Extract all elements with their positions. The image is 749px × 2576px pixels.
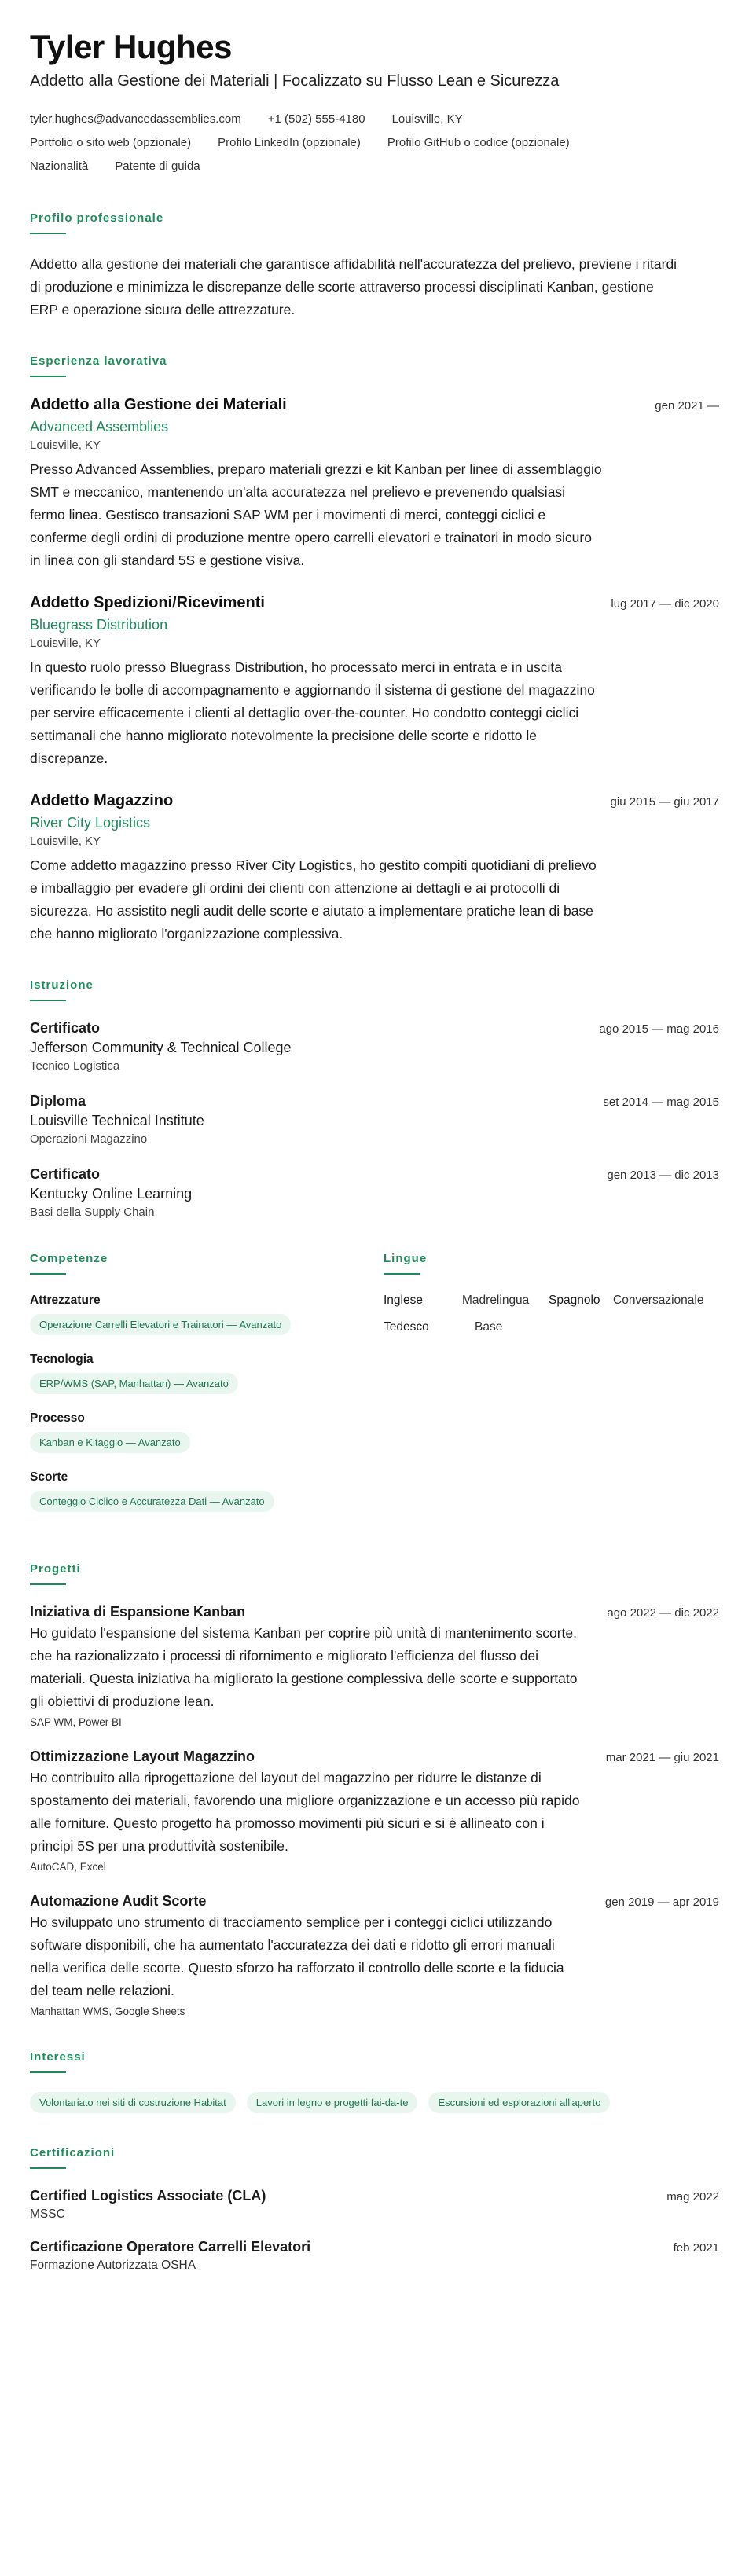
job-description: Presso Advanced Assemblies, preparo materiali grezzi e kit Kanban per linee di assemblaggio SMT e meccanico, mantenendo un'alta accuratezza nel prelievo e prevenendo qualsiasi fermo linea. Gestisco transazioni SAP WM per i movimenti di merci, conteggi ciclici e conferme degli ordini di produzione mentre opero carrelli elevatori e trainatori in modo sicuro in linea con gli standard 5S e gestione visiva. <box>30 461 602 568</box>
interests-list <box>30 2092 719 2113</box>
education-entry <box>30 1166 719 1219</box>
edu-field: Operazioni Magazzino <box>30 1132 148 1146</box>
projects-section <box>30 1562 719 2017</box>
job-entry <box>30 396 719 572</box>
job-date: gen 2021 — <box>655 399 719 413</box>
headline: Addetto alla Gestione dei Materiali | Focalizzato su Flusso Lean e Sicurezza <box>30 72 560 90</box>
section-divider <box>384 1273 420 1275</box>
job-title: Addetto Spedizioni/Ricevimenti <box>30 594 265 611</box>
skill-group <box>30 1294 384 1335</box>
project-tools: AutoCAD, Excel <box>30 1861 106 1873</box>
skill-chip: Kanban e Kitaggio — Avanzato <box>30 1432 190 1453</box>
contact-row <box>30 155 719 178</box>
languages-section <box>384 1252 719 1529</box>
skill-category: Tecnologia <box>30 1352 94 1366</box>
contact-info <box>30 108 719 178</box>
skill-category: Processo <box>30 1411 85 1425</box>
skill-chip: ERP/WMS (SAP, Manhattan) — Avanzato <box>30 1373 238 1394</box>
skill-category: Scorte <box>30 1470 68 1484</box>
job-entry <box>30 792 719 945</box>
contact-row <box>30 108 719 131</box>
skill-chip: Conteggio Ciclico e Accuratezza Dati — Avanzato <box>30 1491 274 1512</box>
interest-chip: Volontariato nei siti di costruzione Habitat <box>30 2092 236 2113</box>
skills-languages-row <box>30 1252 719 1529</box>
project-title: Ottimizzazione Layout Magazzino <box>30 1749 255 1764</box>
language-row <box>384 1294 719 1308</box>
section-divider <box>30 1273 66 1275</box>
language-row <box>384 1320 719 1334</box>
section-title: Competenze <box>30 1252 108 1265</box>
project-date: ago 2022 — dic 2022 <box>607 1606 719 1620</box>
section-title: Istruzione <box>30 978 94 992</box>
job-location: Louisville, KY <box>30 439 101 452</box>
edu-school: Jefferson Community & Technical College <box>30 1040 292 1055</box>
job-entry <box>30 594 719 770</box>
email-link[interactable]: tyler.hughes@advancedassemblies.com <box>30 112 241 126</box>
certification-entry <box>30 2239 719 2273</box>
skill-group <box>30 1411 384 1453</box>
language-level: Conversazionale <box>613 1294 704 1307</box>
certifications-section <box>30 2146 719 2273</box>
section-divider <box>30 1583 66 1585</box>
education-entry <box>30 1093 719 1146</box>
job-title: Addetto alla Gestione dei Materiali <box>30 396 287 413</box>
interest-chip: Escursioni ed esplorazioni all'aperto <box>428 2092 610 2113</box>
interests-section <box>30 2050 719 2113</box>
job-date: lug 2017 — dic 2020 <box>611 597 719 611</box>
contact-row <box>30 131 719 155</box>
section-title: Progetti <box>30 1562 81 1576</box>
phone-number[interactable]: +1 (502) 555-4180 <box>267 112 365 126</box>
summary-text: Addetto alla gestione dei materiali che garantisce affidabilità nell'accuratezza del prelievo, previene i ritardi di produzione e minimizza le discrepanze delle scorte attraverso processi disciplinati Kanban, gestione ERP e operazione sicura delle attrezzature. <box>30 256 677 317</box>
language-name: Spagnolo <box>549 1294 600 1307</box>
certification-entry <box>30 2188 719 2222</box>
driving-license: Patente di guida <box>115 160 200 173</box>
certification-name: Certified Logistics Associate (CLA) <box>30 2188 266 2204</box>
project-description: Ho sviluppato uno strumento di tracciamento semplice per i conteggi ciclici utilizzando software disponibili, che ha aumentato l'accuratezza dei dati e ridotto gli errori manuali nella verifica delle scorte. Questo sforzo ha rafforzato il controllo delle scorte e la fiducia del team nelle relazioni. <box>30 1914 564 1998</box>
section-divider <box>30 2071 66 2073</box>
edu-date: gen 2013 — dic 2013 <box>607 1169 719 1182</box>
project-date: gen 2019 — apr 2019 <box>604 1895 719 1909</box>
summary-section <box>30 211 719 321</box>
section-divider <box>30 233 66 234</box>
section-title: Certificazioni <box>30 2146 116 2160</box>
certification-issuer: MSSC <box>30 2207 65 2221</box>
project-entry <box>30 1749 719 1873</box>
section-divider <box>30 376 66 377</box>
linkedin-link[interactable]: Profilo LinkedIn (opzionale) <box>218 136 361 149</box>
project-title: Automazione Audit Scorte <box>30 1893 207 1909</box>
certification-issuer: Formazione Autorizzata OSHA <box>30 2259 196 2272</box>
skill-group <box>30 1470 384 1512</box>
edu-school: Kentucky Online Learning <box>30 1186 193 1202</box>
candidate-name: Tyler Hughes <box>30 28 232 65</box>
project-entry <box>30 1604 719 1728</box>
edu-date: ago 2015 — mag 2016 <box>599 1022 719 1036</box>
nationality: Nazionalità <box>30 160 89 173</box>
interest-chip: Lavori in legno e progetti fai-da-te <box>247 2092 418 2113</box>
edu-field: Tecnico Logistica <box>30 1059 120 1073</box>
certification-date: mag 2022 <box>666 2190 719 2204</box>
edu-field: Basi della Supply Chain <box>30 1205 155 1219</box>
edu-degree: Certificato <box>30 1020 101 1036</box>
job-date: giu 2015 — giu 2017 <box>610 795 719 809</box>
project-tools: Manhattan WMS, Google Sheets <box>30 2005 185 2017</box>
job-description: In questo ruolo presso Bluegrass Distribution, ho processato merci in entrata e in uscita verificando le bolle di accompagnamento e aggiornando il sistema di gestione del magazzino per servire efficacemente i clienti al dettaglio over-the-counter. Ho condotto conteggi ciclici settimanali che hanno migliorato notevolmente la precisione delle scorte e ridotto le discrepanze. <box>30 659 595 766</box>
edu-degree: Diploma <box>30 1093 86 1109</box>
job-description: Come addetto magazzino presso River City Logistics, ho gestito compiti quotidiani di prelievo e imballaggio per evadere gli ordini dei clienti con attenzione ai dettagli e ai protocolli di sicurezza. Ho assistito negli audit delle scorte e aiutato a implementare pratiche lean di base che hanno migliorato l'organizzazione complessiva. <box>30 857 597 941</box>
job-company: Advanced Assemblies <box>30 419 169 435</box>
project-tools: SAP WM, Power BI <box>30 1716 122 1728</box>
project-description: Ho contribuito alla riprogettazione del layout del magazzino per ridurre le distanze di spostamento dei materiali, favorendo una migliore organizzazione e un accesso più rapido alle forniture. Questo progetto ha promosso movimenti più sicuri e si è allineato con i principi 5S per una produttività sostenibile. <box>30 1770 580 1854</box>
language-name: Inglese <box>384 1294 423 1307</box>
github-link[interactable]: Profilo GitHub o codice (opzionale) <box>387 136 570 149</box>
location: Louisville, KY <box>391 112 463 126</box>
education-section <box>30 978 719 1219</box>
edu-school: Louisville Technical Institute <box>30 1113 204 1128</box>
education-entry <box>30 1020 719 1073</box>
language-level: Madrelingua <box>462 1294 530 1307</box>
edu-degree: Certificato <box>30 1166 101 1182</box>
language-level: Base <box>475 1320 503 1334</box>
experience-section <box>30 354 719 945</box>
project-description: Ho guidato l'espansione del sistema Kanban per coprire più unità di mantenimento scorte, che ha razionalizzato i processi di rifornimento e migliorato l'efficienza del flusso dei materiali. Questa iniziativa ha migliorato la gestione complessiva delle scorte e supportato gli obiettivi di produzione lean. <box>30 1625 578 1709</box>
section-divider <box>30 1000 66 1001</box>
certification-name: Certificazione Operatore Carrelli Elevatori <box>30 2239 311 2255</box>
project-title: Iniziativa di Espansione Kanban <box>30 1604 246 1620</box>
language-name: Tedesco <box>384 1320 429 1334</box>
edu-date: set 2014 — mag 2015 <box>603 1095 719 1109</box>
skill-chip: Operazione Carrelli Elevatori e Trainatori — Avanzato <box>30 1314 291 1335</box>
job-company: Bluegrass Distribution <box>30 617 168 633</box>
portfolio-link[interactable]: Portfolio o sito web (opzionale) <box>30 136 192 149</box>
job-company: River City Logistics <box>30 815 151 831</box>
section-title: Profilo professionale <box>30 211 164 225</box>
project-entry <box>30 1893 719 2017</box>
certification-date: feb 2021 <box>673 2241 719 2255</box>
section-title: Lingue <box>384 1252 428 1265</box>
project-date: mar 2021 — giu 2021 <box>605 1751 719 1764</box>
job-title: Addetto Magazzino <box>30 792 174 809</box>
section-divider <box>30 2167 66 2169</box>
skills-section <box>30 1252 384 1529</box>
skill-group <box>30 1352 384 1394</box>
job-location: Louisville, KY <box>30 637 101 650</box>
section-title: Esperienza lavorativa <box>30 354 167 368</box>
skill-category: Attrezzature <box>30 1294 101 1307</box>
job-location: Louisville, KY <box>30 835 101 848</box>
section-title: Interessi <box>30 2050 86 2064</box>
